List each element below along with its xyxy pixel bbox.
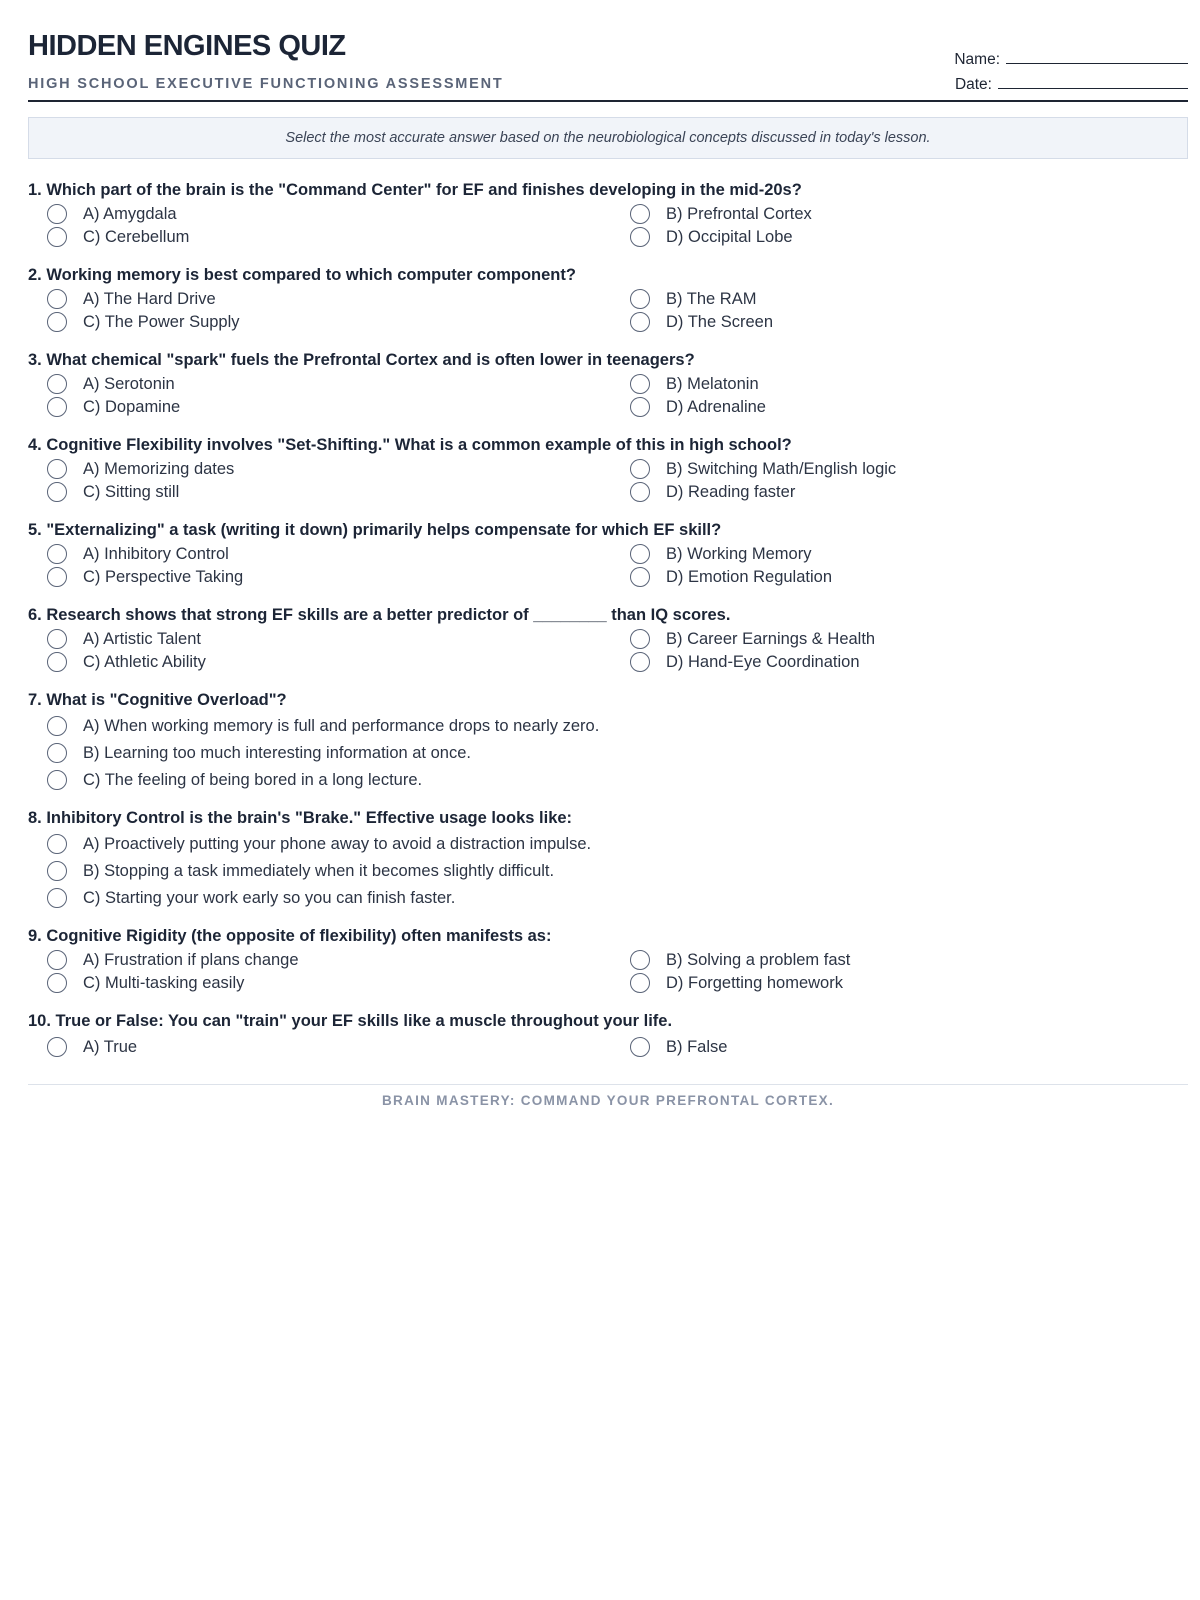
radio-button[interactable] (47, 770, 67, 790)
options-grid (28, 1036, 1188, 1058)
answer-option[interactable] (611, 949, 1171, 971)
instructions-box: Select the most accurate answer based on the neurobiological concepts discussed in today's lesson. (28, 117, 1188, 159)
options-grid (28, 543, 1188, 588)
question-text: 4. Cognitive Flexibility involves "Set-Shifting." What is a common example of this in high school? (28, 436, 792, 454)
answer-option[interactable] (28, 481, 611, 503)
question-10 (28, 1010, 1188, 1058)
answer-option[interactable] (611, 203, 1171, 225)
option-label: C) Starting your work early so you can finish faster. (83, 888, 456, 907)
question-text: 3. What chemical "spark" fuels the Prefrontal Cortex and is often lower in teenagers? (28, 351, 695, 369)
option-label: C) Athletic Ability (83, 652, 206, 671)
answer-option[interactable] (28, 458, 611, 480)
options-grid (28, 628, 1188, 673)
name-blank[interactable] (1006, 47, 1188, 64)
answer-option[interactable] (28, 566, 611, 588)
options-list (28, 833, 1188, 909)
answer-option[interactable] (28, 226, 611, 248)
radio-button[interactable] (630, 312, 650, 332)
radio-button[interactable] (47, 652, 67, 672)
question-8 (28, 807, 1188, 909)
answer-option[interactable] (611, 543, 1171, 565)
option-label: C) Multi-tasking easily (83, 973, 245, 992)
question-text: 1. Which part of the brain is the "Command Center" for EF and finishes developing in the mid-20s? (28, 181, 802, 199)
option-label: A) The Hard Drive (83, 289, 216, 308)
name-field-row (954, 47, 1188, 72)
radio-button[interactable] (630, 227, 650, 247)
answer-option[interactable] (611, 481, 1171, 503)
option-label: A) Amygdala (83, 204, 177, 223)
question-9 (28, 925, 1188, 994)
answer-option[interactable] (28, 742, 1188, 764)
student-fields (954, 47, 1188, 97)
options-grid (28, 458, 1188, 503)
radio-button[interactable] (47, 544, 67, 564)
option-label: C) Cerebellum (83, 227, 190, 246)
question-text: 6. Research shows that strong EF skills are a better predictor of ________ than IQ scores. (28, 606, 731, 624)
radio-button[interactable] (630, 1037, 650, 1057)
radio-button[interactable] (47, 227, 67, 247)
radio-button[interactable] (630, 289, 650, 309)
radio-button[interactable] (47, 743, 67, 763)
radio-button[interactable] (47, 312, 67, 332)
date-label: Date: (954, 76, 992, 93)
radio-button[interactable] (47, 834, 67, 854)
question-text: 10. True or False: You can "train" your EF skills like a muscle throughout your life. (28, 1012, 673, 1030)
answer-option[interactable] (28, 1036, 611, 1058)
option-label: C) The Power Supply (83, 312, 240, 331)
radio-button[interactable] (630, 459, 650, 479)
question-2 (28, 264, 1188, 333)
radio-button[interactable] (47, 459, 67, 479)
radio-button[interactable] (630, 482, 650, 502)
date-blank[interactable] (998, 72, 1188, 89)
radio-button[interactable] (630, 629, 650, 649)
radio-button[interactable] (630, 973, 650, 993)
radio-button[interactable] (47, 289, 67, 309)
answer-option[interactable] (28, 288, 611, 310)
option-label: A) True (83, 1037, 138, 1056)
answer-option[interactable] (611, 288, 1171, 310)
radio-button[interactable] (47, 950, 67, 970)
question-text: 8. Inhibitory Control is the brain's "Brake." Effective usage looks like: (28, 809, 573, 827)
answer-option[interactable] (28, 543, 611, 565)
option-label: B) Melatonin (666, 374, 759, 393)
options-grid (28, 288, 1188, 333)
answer-option[interactable] (28, 972, 611, 994)
question-1 (28, 179, 1188, 248)
option-label: D) The Screen (666, 312, 773, 331)
option-label: B) Career Earnings & Health (666, 629, 876, 648)
answer-option[interactable] (611, 396, 1171, 418)
question-4 (28, 434, 1188, 503)
option-label: B) Switching Math/English logic (666, 459, 897, 478)
question-text: 5. "Externalizing" a task (writing it down) primarily helps compensate for which EF skill? (28, 521, 722, 539)
footer-tagline: BRAIN MASTERY: COMMAND YOUR PREFRONTAL CORTEX. (28, 1084, 1188, 1108)
radio-button[interactable] (47, 716, 67, 736)
option-label: D) Reading faster (666, 482, 796, 501)
options-grid (28, 203, 1188, 248)
option-label: A) When working memory is full and performance drops to nearly zero. (83, 716, 600, 735)
answer-option[interactable] (28, 203, 611, 225)
answer-option[interactable] (28, 949, 611, 971)
option-label: C) The feeling of being bored in a long lecture. (83, 770, 423, 789)
answer-option[interactable] (611, 1036, 1171, 1058)
option-label: C) Dopamine (83, 397, 181, 416)
quiz-header (28, 30, 1188, 102)
option-label: A) Serotonin (83, 374, 175, 393)
answer-option[interactable] (611, 226, 1171, 248)
option-label: C) Sitting still (83, 482, 180, 501)
answer-option[interactable] (611, 628, 1171, 650)
radio-button[interactable] (630, 374, 650, 394)
answer-option[interactable] (28, 887, 1188, 909)
option-label: A) Frustration if plans change (83, 950, 299, 969)
question-6 (28, 604, 1188, 673)
options-list (28, 715, 1188, 791)
option-label: A) Proactively putting your phone away to avoid a distraction impulse. (83, 834, 592, 853)
option-label: A) Memorizing dates (83, 459, 235, 478)
radio-button[interactable] (630, 652, 650, 672)
option-label: C) Perspective Taking (83, 567, 244, 586)
question-5 (28, 519, 1188, 588)
option-label: B) Solving a problem fast (666, 950, 851, 969)
option-label: B) False (666, 1037, 728, 1056)
radio-button[interactable] (47, 374, 67, 394)
options-grid (28, 373, 1188, 418)
option-label: D) Forgetting homework (666, 973, 843, 992)
option-label: B) The RAM (666, 289, 757, 308)
option-label: D) Hand-Eye Coordination (666, 652, 860, 671)
question-text: 2. Working memory is best compared to which computer component? (28, 266, 576, 284)
answer-option[interactable] (611, 311, 1171, 333)
answer-option[interactable] (28, 396, 611, 418)
quiz-subtitle: HIGH SCHOOL EXECUTIVE FUNCTIONING ASSESSMENT (28, 76, 504, 92)
radio-button[interactable] (630, 950, 650, 970)
answer-option[interactable] (28, 715, 1188, 737)
answer-option[interactable] (28, 373, 611, 395)
radio-button[interactable] (47, 973, 67, 993)
answer-option[interactable] (611, 651, 1171, 673)
question-text: 7. What is "Cognitive Overload"? (28, 691, 287, 709)
radio-button[interactable] (47, 204, 67, 224)
radio-button[interactable] (47, 888, 67, 908)
name-label: Name: (954, 51, 1000, 68)
radio-button[interactable] (47, 861, 67, 881)
options-grid (28, 949, 1188, 994)
option-label: B) Stopping a task immediately when it becomes slightly difficult. (83, 861, 555, 880)
radio-button[interactable] (47, 397, 67, 417)
option-label: A) Artistic Talent (83, 629, 201, 648)
radio-button[interactable] (47, 629, 67, 649)
answer-option[interactable] (28, 311, 611, 333)
option-label: B) Prefrontal Cortex (666, 204, 812, 223)
answer-option[interactable] (611, 373, 1171, 395)
question-7 (28, 689, 1188, 791)
answer-option[interactable] (28, 769, 1188, 791)
answer-option[interactable] (28, 651, 611, 673)
quiz-page (28, 30, 1188, 1108)
answer-option[interactable] (28, 860, 1188, 882)
radio-button[interactable] (630, 397, 650, 417)
option-label: B) Learning too much interesting information at once. (83, 743, 471, 762)
answer-option[interactable] (611, 972, 1171, 994)
radio-button[interactable] (630, 544, 650, 564)
radio-button[interactable] (630, 204, 650, 224)
option-label: D) Emotion Regulation (666, 567, 832, 586)
quiz-title: HIDDEN ENGINES QUIZ (28, 30, 346, 62)
radio-button[interactable] (630, 567, 650, 587)
question-text: 9. Cognitive Rigidity (the opposite of flexibility) often manifests as: (28, 927, 552, 945)
answer-option[interactable] (611, 566, 1171, 588)
option-label: A) Inhibitory Control (83, 544, 229, 563)
option-label: B) Working Memory (666, 544, 812, 563)
option-label: D) Adrenaline (666, 397, 766, 416)
question-list (28, 179, 1188, 1058)
answer-option[interactable] (28, 833, 1188, 855)
date-field-row (954, 72, 1188, 97)
radio-button[interactable] (47, 482, 67, 502)
answer-option[interactable] (611, 458, 1171, 480)
option-label: D) Occipital Lobe (666, 227, 793, 246)
radio-button[interactable] (47, 567, 67, 587)
question-3 (28, 349, 1188, 418)
answer-option[interactable] (28, 628, 611, 650)
radio-button[interactable] (47, 1037, 67, 1057)
